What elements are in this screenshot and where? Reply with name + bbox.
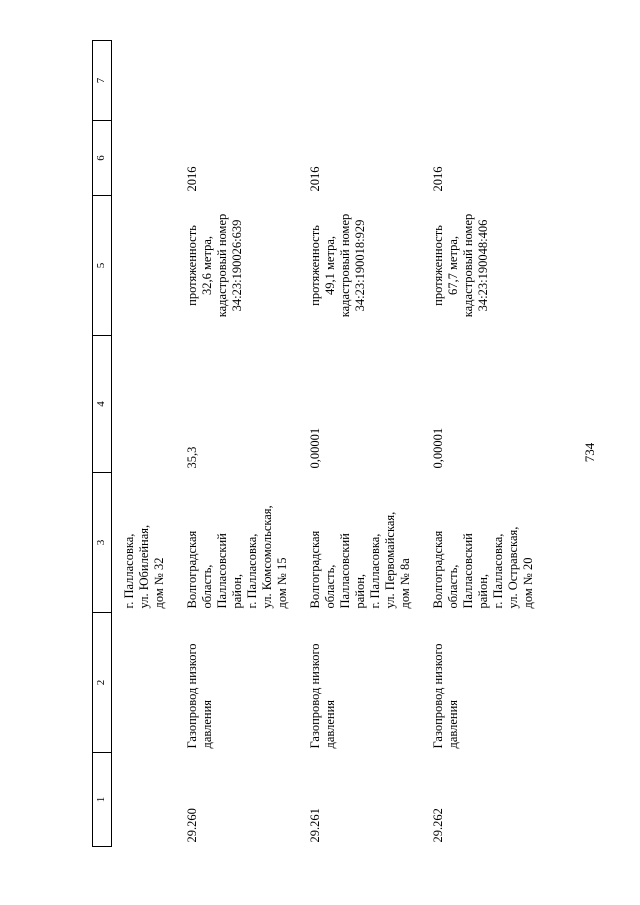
page-number: 734 [582,442,597,463]
object-address: г. Палласовка, ул. Юбилейная, дом № 32 [122,524,166,609]
column-header: 7 [93,41,112,121]
object-description: протяженность 67,7 метра, кадастровый номер 34:23:190048:406 [431,213,490,318]
column-number-row [93,41,112,847]
row-number: 29.260 [185,808,199,843]
table-row [421,41,544,847]
table-row [112,41,176,847]
object-address: Волгоградская область, Палласовский район, г. Палласовка, ул. Комсомольская, дом № 15 [185,505,289,609]
column-header: 5 [93,196,112,336]
object-description: протяженность 49,1 метра, кадастровый номер 34:23:190018:929 [308,213,367,318]
object-name: Газопровод низкого давления [185,643,214,749]
column-header: 2 [93,613,112,753]
object-address: Волгоградская область, Палласовский район, г. Палласовка, ул. Остравская, дом № 20 [431,526,535,609]
column-header: 3 [93,473,112,613]
object-value: 0,00001 [308,427,322,469]
object-name: Газопровод низкого давления [308,643,337,749]
object-value: 0,00001 [431,427,445,469]
object-year: 2016 [308,166,322,192]
table-row [298,41,421,847]
object-description: протяженность 32,6 метра, кадастровый номер 34:23:190026:639 [185,213,244,318]
row-number: 29.261 [308,808,322,843]
column-header: 4 [93,336,112,473]
column-header: 1 [93,753,112,847]
object-name: Газопровод низкого давления [431,643,460,749]
object-value: 35,3 [185,446,199,469]
object-address: Волгоградская область, Палласовский район, г. Палласовка, ул. Первомайская, дом № 8а [308,511,412,609]
object-year: 2016 [185,166,199,192]
table-row [175,41,298,847]
object-year: 2016 [431,166,445,192]
property-register-table [92,40,544,847]
column-header: 6 [93,121,112,196]
row-number: 29.262 [431,808,445,843]
